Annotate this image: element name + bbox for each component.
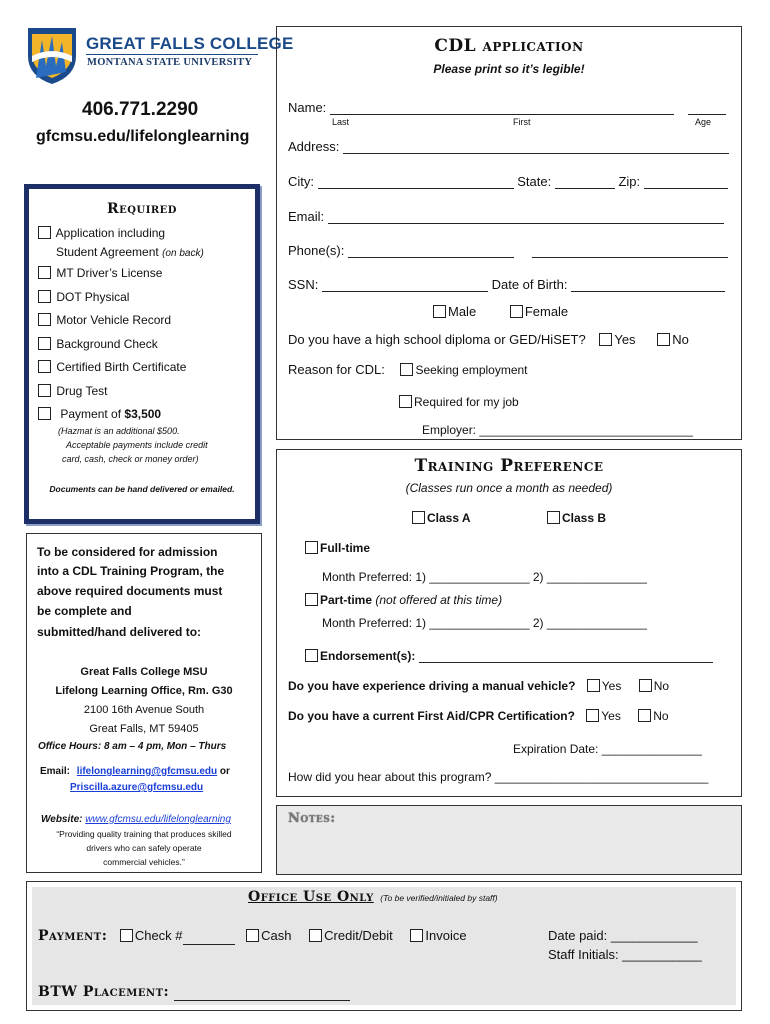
req-application-checkbox[interactable] bbox=[38, 226, 51, 239]
part-time-checkbox[interactable] bbox=[305, 593, 318, 606]
class-a-label: Class A bbox=[427, 511, 471, 525]
firstaid-row bbox=[288, 709, 669, 723]
part-time-option bbox=[305, 593, 502, 607]
website-contact-row bbox=[41, 814, 231, 825]
req-item-application-line2 bbox=[56, 245, 204, 259]
office-org-1: Great Falls College MSU bbox=[80, 666, 208, 678]
req-item-dot bbox=[38, 290, 129, 304]
req-background-checkbox[interactable] bbox=[38, 337, 51, 350]
reason-row bbox=[288, 362, 528, 377]
invoice-checkbox[interactable] bbox=[410, 929, 423, 942]
part-time-label: Part-time bbox=[320, 593, 373, 607]
req-drug-checkbox[interactable] bbox=[38, 384, 51, 397]
firstaid-yes-checkbox[interactable] bbox=[586, 709, 599, 722]
email-row bbox=[288, 209, 724, 224]
header-website: gfcmsu.edu/lifelonglearning bbox=[36, 128, 250, 145]
office-hours: Office Hours: 8 am – 4 pm, Mon – Thurs bbox=[38, 741, 227, 752]
last-label: Last bbox=[332, 117, 350, 127]
male-label: Male bbox=[448, 304, 477, 319]
phone-number: 406.771.2290 bbox=[82, 99, 199, 120]
invoice-label: Invoice bbox=[425, 928, 467, 943]
notes-box[interactable] bbox=[276, 805, 742, 875]
btw-input[interactable] bbox=[174, 1000, 350, 1001]
req-item-birth bbox=[38, 360, 186, 374]
gender-row bbox=[433, 304, 568, 319]
firstaid-yes-label: Yes bbox=[601, 709, 621, 723]
training-title: Training Preference bbox=[414, 456, 604, 476]
req-item-payment bbox=[38, 407, 161, 421]
payments-note-2: card, cash, check or money order) bbox=[62, 454, 199, 464]
dob-input[interactable] bbox=[571, 291, 725, 292]
address-row bbox=[288, 139, 729, 154]
website-label: Website: bbox=[41, 814, 83, 825]
endorsements-checkbox[interactable] bbox=[305, 649, 318, 662]
name-label: Name: bbox=[288, 100, 327, 115]
email-contact-label: Email: bbox=[40, 766, 71, 777]
date-paid-field[interactable]: Date paid: ____________ bbox=[548, 928, 698, 943]
manual-row bbox=[288, 679, 669, 693]
office-org-2: Lifelong Learning Office, Rm. G30 bbox=[55, 685, 233, 697]
cash-checkbox[interactable] bbox=[246, 929, 259, 942]
payment-amount: $3,500 bbox=[124, 407, 162, 421]
req-item-license bbox=[38, 266, 162, 280]
female-label: Female bbox=[524, 304, 569, 319]
hear-about-field[interactable]: How did you hear about this program? ________________________________ bbox=[288, 770, 709, 784]
phones-label: Phone(s): bbox=[288, 243, 345, 258]
age-input[interactable] bbox=[688, 114, 726, 115]
seeking-employment-checkbox[interactable] bbox=[400, 363, 413, 376]
university-name: MONTANA STATE UNIVERSITY bbox=[87, 57, 253, 68]
email-label: Email: bbox=[288, 209, 325, 224]
name-row bbox=[288, 100, 726, 115]
required-job-label: Required for my job bbox=[414, 395, 519, 409]
state-label: State: bbox=[517, 174, 552, 189]
req-item-mvr bbox=[38, 313, 171, 327]
required-job-row bbox=[399, 395, 519, 409]
req-item-label: Drug Test bbox=[56, 384, 108, 398]
diploma-yes-checkbox[interactable] bbox=[599, 333, 612, 346]
ssn-input[interactable] bbox=[322, 291, 488, 292]
ssn-row bbox=[288, 277, 725, 292]
btw-label: BTW Placement: bbox=[38, 984, 170, 1000]
address-label: Address: bbox=[288, 139, 340, 154]
website-link[interactable]: www.gfcmsu.edu/lifelonglearning bbox=[85, 814, 231, 825]
ssn-label: SSN: bbox=[288, 277, 319, 292]
req-item-drug bbox=[38, 384, 107, 398]
expiration-date-field[interactable]: Expiration Date: _______________ bbox=[513, 742, 702, 756]
notes-title: Notes: bbox=[288, 811, 336, 826]
age-label: Age bbox=[695, 117, 712, 127]
payment-row bbox=[38, 927, 467, 945]
payment-label: Payment: bbox=[38, 928, 108, 944]
req-birth-checkbox[interactable] bbox=[38, 360, 51, 373]
class-a-option bbox=[412, 511, 471, 525]
name-input[interactable] bbox=[330, 114, 674, 115]
req-item-note: (on back) bbox=[162, 248, 204, 259]
phone2-input[interactable] bbox=[532, 257, 728, 258]
employer-field[interactable]: Employer: ________________________________ bbox=[422, 423, 693, 437]
required-job-checkbox[interactable] bbox=[399, 395, 412, 408]
full-time-option bbox=[305, 541, 370, 555]
office-use-subtitle: (To be verified/initialed by staff) bbox=[380, 893, 498, 903]
email-link-priscilla[interactable]: Priscilla.azure@gfcmsu.edu bbox=[70, 782, 204, 793]
req-item-label: Payment of bbox=[60, 407, 122, 421]
full-time-checkbox[interactable] bbox=[305, 541, 318, 554]
office-use-heading bbox=[248, 888, 498, 906]
req-item-application bbox=[38, 226, 165, 240]
city-input[interactable] bbox=[318, 188, 514, 189]
office-address-2: Great Falls, MT 59405 bbox=[89, 723, 199, 735]
admission-line-4: be complete and bbox=[37, 604, 132, 618]
city-label: City: bbox=[288, 174, 314, 189]
credit-checkbox[interactable] bbox=[309, 929, 322, 942]
office-address-1: 2100 16th Avenue South bbox=[83, 704, 205, 716]
endorsements-row bbox=[305, 649, 713, 663]
class-b-label: Class B bbox=[562, 511, 607, 525]
quote-line-3: commercial vehicles.” bbox=[103, 857, 185, 867]
req-item-label: Background Check bbox=[56, 337, 158, 351]
admission-line-1: To be considered for admission bbox=[37, 545, 218, 559]
req-item-label: Student Agreement bbox=[56, 245, 159, 259]
female-checkbox[interactable] bbox=[510, 305, 523, 318]
req-mvr-checkbox[interactable] bbox=[38, 313, 51, 326]
diploma-no-label: No bbox=[672, 332, 689, 347]
manual-yes-label: Yes bbox=[601, 679, 622, 693]
college-name: GREAT FALLS COLLEGE bbox=[86, 34, 294, 53]
req-item-label: Motor Vehicle Record bbox=[56, 313, 172, 327]
phone-row bbox=[288, 243, 728, 258]
manual-no-checkbox[interactable] bbox=[639, 679, 652, 692]
phone1-input[interactable] bbox=[348, 257, 514, 258]
payments-note-1: Acceptable payments include credit bbox=[66, 440, 208, 450]
req-dot-checkbox[interactable] bbox=[38, 290, 51, 303]
credit-label: Credit/Debit bbox=[324, 928, 393, 943]
admission-line-5: submitted/hand delivered to: bbox=[37, 625, 202, 639]
quote-line-2: drivers who can safely operate bbox=[86, 843, 202, 853]
req-item-label: MT Driver’s License bbox=[56, 266, 163, 280]
full-time-month-preferred[interactable]: Month Preferred: 1) _______________ 2) _______________ bbox=[322, 570, 647, 584]
endorsements-label: Endorsement(s): bbox=[320, 649, 416, 663]
college-logo bbox=[26, 26, 78, 86]
city-row bbox=[288, 174, 728, 189]
part-time-note: (not offered at this time) bbox=[375, 593, 503, 607]
documents-note: Documents can be hand delivered or emailed. bbox=[49, 484, 235, 494]
req-payment-checkbox[interactable] bbox=[38, 407, 51, 420]
seeking-employment-label: Seeking employment bbox=[415, 363, 528, 377]
admission-line-2: into a CDL Training Program, the bbox=[37, 564, 225, 578]
form-title: CDL application bbox=[434, 36, 584, 56]
email-input[interactable] bbox=[328, 223, 724, 224]
cash-label: Cash bbox=[261, 928, 292, 943]
check-label: Check # bbox=[134, 928, 183, 943]
diploma-yes-label: Yes bbox=[614, 332, 636, 347]
first-label: First bbox=[513, 117, 531, 127]
zip-input[interactable] bbox=[644, 188, 728, 189]
req-item-label: Application including bbox=[55, 226, 166, 240]
check-number-input[interactable] bbox=[183, 944, 235, 945]
email-contact-row bbox=[40, 766, 230, 777]
endorsements-input[interactable] bbox=[419, 662, 713, 663]
class-a-checkbox[interactable] bbox=[412, 511, 425, 524]
manual-no-label: No bbox=[653, 679, 670, 693]
req-item-background bbox=[38, 337, 158, 351]
req-item-label: DOT Physical bbox=[56, 290, 130, 304]
manual-yes-checkbox[interactable] bbox=[587, 679, 600, 692]
admission-line-3: above required documents must bbox=[37, 584, 223, 598]
check-checkbox[interactable] bbox=[120, 929, 133, 942]
class-b-checkbox[interactable] bbox=[547, 511, 560, 524]
staff-initials-field[interactable]: Staff Initials: ___________ bbox=[548, 947, 702, 962]
office-use-title: Office Use Only bbox=[248, 889, 374, 905]
email-or: or bbox=[219, 766, 230, 777]
required-title: Required bbox=[107, 201, 177, 217]
quote-line-1: “Providing quality training that produces skilled bbox=[56, 829, 232, 839]
btw-row bbox=[38, 983, 350, 1001]
male-checkbox[interactable] bbox=[433, 305, 446, 318]
state-input[interactable] bbox=[555, 188, 615, 189]
firstaid-no-checkbox[interactable] bbox=[638, 709, 651, 722]
manual-question: Do you have experience driving a manual vehicle? bbox=[288, 679, 576, 693]
diploma-no-checkbox[interactable] bbox=[657, 333, 670, 346]
diploma-row bbox=[288, 332, 689, 347]
email-link-lifelong[interactable]: lifelonglearning@gfcmsu.edu bbox=[76, 766, 218, 777]
training-subtitle: (Classes run once a month as needed) bbox=[405, 481, 613, 495]
part-time-month-preferred[interactable]: Month Preferred: 1) _______________ 2) _______________ bbox=[322, 616, 647, 630]
address-input[interactable] bbox=[343, 153, 729, 154]
req-item-label: Certified Birth Certificate bbox=[56, 360, 187, 374]
full-time-label: Full-time bbox=[320, 541, 370, 555]
zip-label: Zip: bbox=[618, 174, 641, 189]
req-license-checkbox[interactable] bbox=[38, 266, 51, 279]
firstaid-no-label: No bbox=[653, 709, 669, 723]
reason-label: Reason for CDL: bbox=[288, 362, 385, 377]
class-b-option bbox=[547, 511, 606, 525]
hazmat-note: (Hazmat is an additional $500. bbox=[58, 426, 180, 436]
form-subtitle: Please print so it’s legible! bbox=[433, 62, 585, 76]
dob-label: Date of Birth: bbox=[491, 277, 568, 292]
firstaid-question: Do you have a current First Aid/CPR Certification? bbox=[288, 709, 575, 723]
application-box bbox=[276, 26, 742, 440]
shield-icon bbox=[26, 26, 78, 86]
diploma-question: Do you have a high school diploma or GED/HiSET? bbox=[288, 332, 586, 347]
